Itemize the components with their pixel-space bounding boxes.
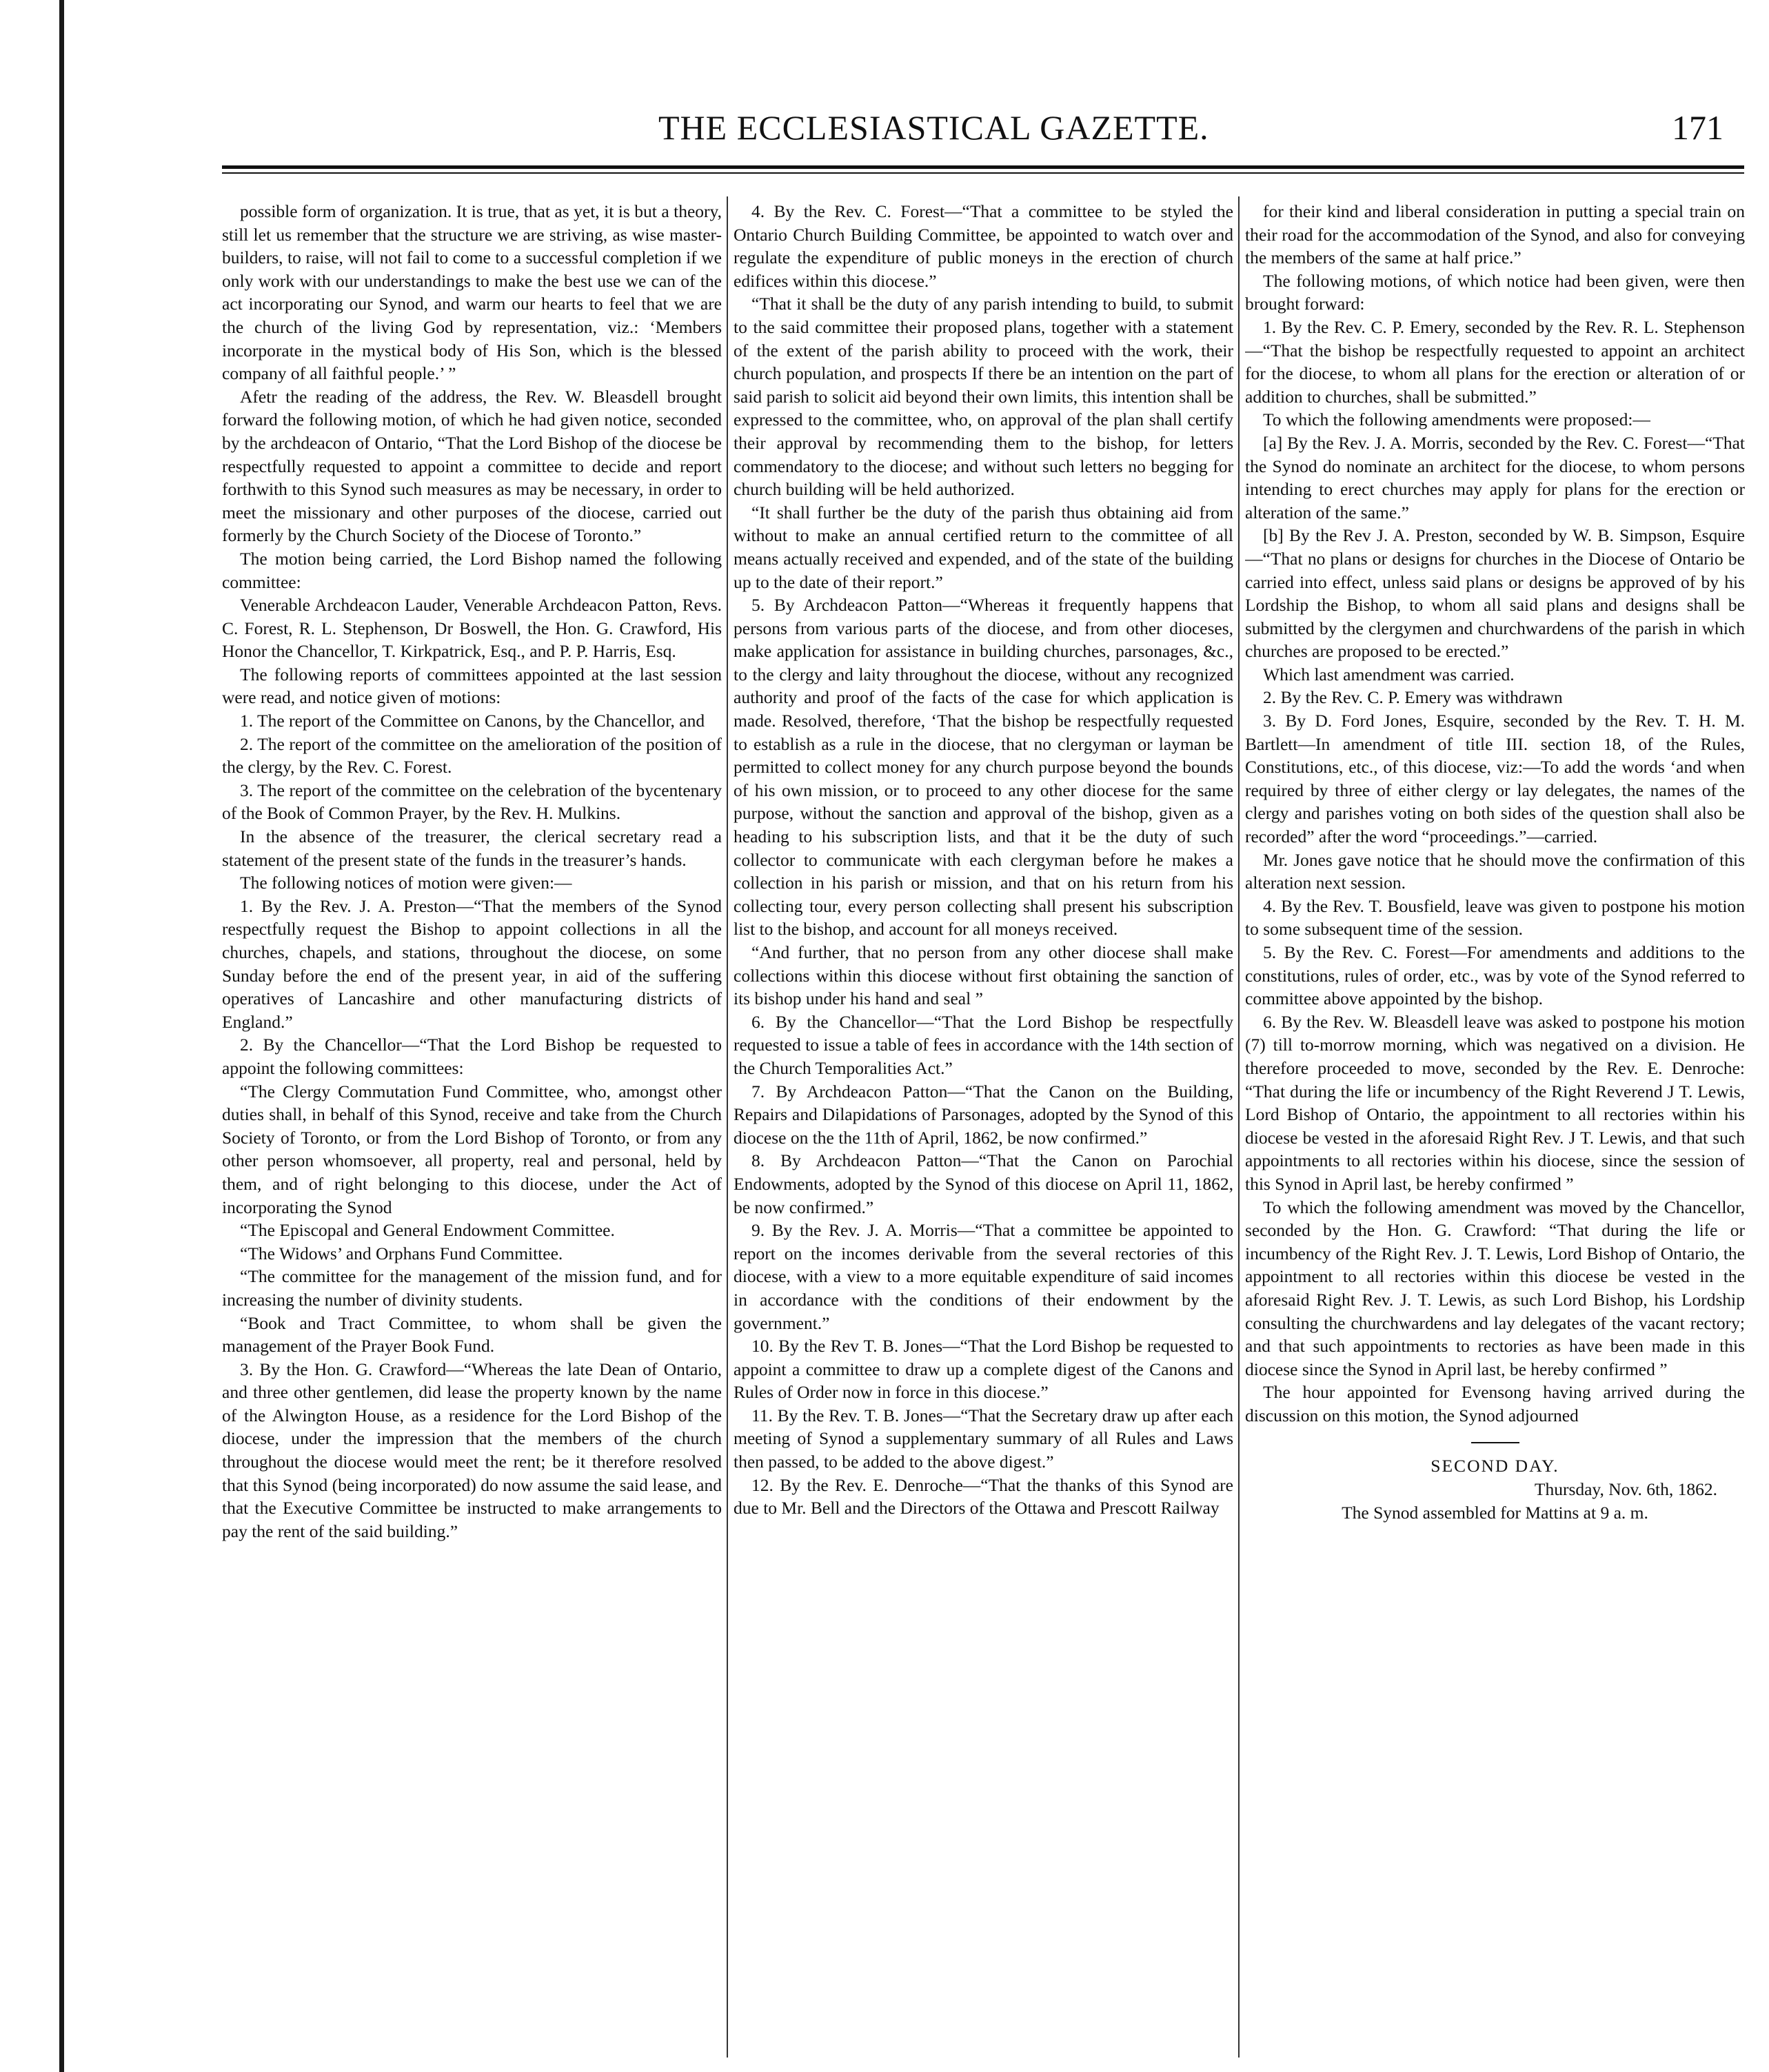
paragraph: 2. By the Chancellor—“That the Lord Bishop be requested to appoint the following committees:	[222, 1035, 722, 1078]
paragraph: 1. By the Rev. J. A. Preston—“That the members of the Synod respectfully request the Bishop to appoint collections in all the churches, chapels, and stations, throughout the diocese, on some Sunday before the end of the present year, in aid of the suffering operatives of Lancashire and other manufacturing districts of England.”	[222, 895, 722, 1032]
paragraph: 6. By the Rev. W. Bleasdell leave was asked to postpone his motion (7) till to-morrow morning, which was negatived on a division. He therefore proceeded to move, seconded by the Rev. E. Denroche: “That during the life or incumbency of the Right Reverend J T. Lewis, Lord Bishop of Ontario, the appointment to all rectories within his diocese be vested in the aforesaid Right Rev. J T. Lewis, and that such appointments to all rectories within his diocese, since the session of this Synod in April last, be hereby confirmed ”	[1245, 1011, 1745, 1194]
paragraph: 2. The report of the committee on the amelioration of the position of the clergy, by the Rev. C. Forest.	[222, 733, 722, 778]
paragraph: To which the following amendments were proposed:—	[1263, 409, 1650, 430]
column-3	[1245, 200, 1745, 2054]
section-separator	[1471, 1442, 1519, 1443]
paragraph: 9. By the Rev. J. A. Morris—“That a committee be appointed to report on the incomes derivable from the several rectories of this diocese, with a view to a more equitable expenditure of said incomes in accordance with the conditions of their endowment by the government.”	[734, 1220, 1233, 1333]
column-divider-1	[727, 196, 728, 2058]
paragraph: “That it shall be the duty of any parish intending to build, to submit to the said committee their proposed plans, together with a statement of the extent of the parish ability to proceed with the work, their church population, and prospects If there be an intention on the part of said parish to solicit aid beyond their own limits, this intention shall be expressed to the committee, who, on approval of the plan shall certify their approval by recommending them to the bishop, for letters commendatory to the diocese; and without such letters no begging for church building will be held authorized.	[734, 294, 1233, 500]
paragraph: The hour appointed for Evensong having arrived during the discussion on this motion, the Synod adjourned	[1245, 1382, 1745, 1425]
closing-line: The Synod assembled for Mattins at 9 a. m.	[1342, 1502, 1648, 1523]
paragraph: Which last amendment was carried.	[1263, 664, 1515, 684]
paragraph: 5. By Archdeacon Patton—“Whereas it frequently happens that persons from various parts of the diocese, and from other dioceses, make application for assistance in building churches, parsonages, &c., to the clergy and laity throughout the diocese, without any recognized authority and proof of the facts of the case for which application is made. Resolved, therefore, ‘That the bishop be respectfully requested to establish as a rule in the diocese, that no clergyman or layman be permitted to collect money for any church purpose beyond the bounds of his own mission, or to proceed to any other diocese for the same purpose, without the sanction and approval of the bishop, given as a heading to his subscription lists, and that it be the duty of such collector to communicate with each clergyman before he makes a collection in his parish or mission, and that on his return from his collecting tour, every person collecting shall present his subscription list to the bishop, and account for all moneys received.	[734, 595, 1233, 939]
paragraph: 3. By D. Ford Jones, Esquire, seconded by the Rev. T. H. M. Bartlett—In amendment of title III. section 18, of the Rules, Constitutions, etc., of this diocese, viz:—To add the words ‘and when required by three of either clergy or lay delegates, the names of the clergy and parishes voting on both sides of the question shall also be recorded” after the word “proceedings.”—carried.	[1245, 711, 1745, 847]
page-number: 171	[1672, 108, 1723, 147]
paragraph: 1. The report of the Committee on Canons, by the Chancellor, and	[240, 711, 705, 731]
paragraph: The following motions, of which notice had been given, were then brought forward:	[1245, 270, 1745, 314]
paragraph: 3. By the Hon. G. Crawford—“Whereas the late Dean of Ontario, and three other gentlemen, did lease the property known by the name of the Alwington House, as a residence for the Lord Bishop of the diocese, under the impression that the members of the church throughout the diocese would meet the rent; be it therefore resolved that this Synod (being incorporated) do now assume the said lease, and that the Executive Committee be instructed to make arrangements to pay the rent of the said building.”	[222, 1359, 722, 1541]
column-2	[734, 200, 1233, 2054]
paragraph: [a] By the Rev. J. A. Morris, seconded by the Rev. C. Forest—“That the Synod do nominate an architect for the diocese, to whom persons intending to erect churches may apply for plans for the erection or alteration of the same.”	[1245, 432, 1745, 522]
binding-edge	[59, 0, 64, 2072]
paragraph: 2. By the Rev. C. P. Emery was withdrawn	[1263, 687, 1563, 708]
paragraph: 8. By Archdeacon Patton—“That the Canon on Parochial Endowments, adopted by the Synod of this diocese on April 11, 1862, be now confirmed.”	[734, 1150, 1233, 1217]
section-heading: SECOND DAY.	[1431, 1456, 1559, 1476]
paragraph: 1. By the Rev. C. P. Emery, seconded by the Rev. R. L. Stephenson—“That the bishop be respectfully requested to appoint an architect for the diocese, to whom all plans for the erection or alteration of or addition to churches, shall be submitted.”	[1245, 316, 1745, 407]
paragraph: Mr. Jones gave notice that he should move the confirmation of this alteration next session.	[1245, 849, 1745, 893]
paragraph: 6. By the Chancellor—“That the Lord Bishop be respectfully requested to issue a table of fees in accordance with the 14th section of the Church Temporalities Act.”	[734, 1011, 1233, 1078]
paragraph: 12. By the Rev. E. Denroche—“That the thanks of this Synod are due to Mr. Bell and the Directors of the Ottawa and Prescott Railway	[734, 1474, 1233, 1519]
paragraph: 10. By the Rev T. B. Jones—“That the Lord Bishop be requested to appoint a committee to draw up a complete digest of the Canons and Rules of Order now in force in this diocese.”	[734, 1336, 1233, 1403]
paragraph: 3. The report of the committee on the celebration of the bycentenary of the Book of Common Prayer, by the Rev. H. Mulkins.	[222, 780, 722, 824]
paragraph: “The Widows’ and Orphans Fund Committee.	[240, 1243, 563, 1263]
paragraph: Venerable Archdeacon Lauder, Venerable Archdeacon Patton, Revs. C. Forest, R. L. Stephenson, Dr Boswell, the Hon. G. Crawford, His Honor the Chancellor, T. Kirkpatrick, Esq., and P. P. Harris, Esq.	[222, 595, 722, 662]
paragraph: “The committee for the management of the mission fund, and for increasing the number of divinity students.	[222, 1266, 722, 1310]
paragraph: possible form of organization. It is true, that as yet, it is but a theory, still let us remember that the structure we are striving, as wise master-builders, to raise, will not fail to come to a successful completion if we only work with our understandings to make the best use we can of the act incorporating our Synod, and warm our hearts to feel that we are the church of the living God by representation, viz.: ‘Members incorporate in the mystical body of His Son, which is the blessed company of all faithful people.’ ”	[222, 201, 722, 384]
paragraph: 11. By the Rev. T. B. Jones—“That the Secretary draw up after each meeting of Synod a supplementary summary of all Rules and Laws then passed, to be added to the above digest.”	[734, 1405, 1233, 1472]
paragraph: “The Clergy Commutation Fund Committee, who, amongst other duties shall, in behalf of this Synod, receive and take from the Church Society of Toronto, or from the Lord Bishop of Toronto, or from any other person whomsoever, all property, real and personal, held by them, and of right belonging to this diocese, under the Act of incorporating the Synod	[222, 1081, 722, 1217]
paragraph: The motion being carried, the Lord Bishop named the following committee:	[222, 548, 722, 592]
paragraph: In the absence of the treasurer, the clerical secretary read a statement of the present state of the funds in the treasurer’s hands.	[222, 826, 722, 870]
paragraph: for their kind and liberal consideration in putting a special train on their road for the accommodation of the Synod, and also for conveying the members of the same at half price.”	[1245, 201, 1745, 268]
paragraph: Afetr the reading of the address, the Rev. W. Bleasdell brought forward the following motion, of which he had given notice, seconded by the archdeacon of Ontario, “That the Lord Bishop of the diocese be respectfully requested to appoint a committee to decide and report forthwith to this Synod such measures as may be necessary, in order to meet the missionary and other purposes of the diocese, carried out formerly by the Church Society of the Diocese of Toronto.”	[222, 386, 722, 546]
paragraph: 7. By Archdeacon Patton—“That the Canon on the Building, Repairs and Dilapidations of Parsonages, adopted by the Synod of this diocese on the the 11th of April, 1862, be now confirmed.”	[734, 1081, 1233, 1148]
paragraph: The following notices of motion were given:—	[240, 873, 572, 893]
column-1	[222, 200, 722, 2054]
paragraph: To which the following amendment was moved by the Chancellor, seconded by the Hon. G. Crawford: “That during the life or incumbency of the Right Rev. J. T. Lewis, Lord Bishop of Ontario, the appointment to all rectories within this diocese be vested in the aforesaid Right Rev. J. T. Lewis, as such Lord Bishop, his Lordship consulting the churchwardens and lay delegates of the vacant rectory; and that such appointments to rectories as have been made in this diocese since the Synod in April last, be hereby confirmed ”	[1245, 1197, 1745, 1379]
paragraph: 4. By the Rev. T. Bousfield, leave was given to postpone his motion to some subsequent time of the session.	[1245, 895, 1745, 939]
dateline: Thursday, Nov. 6th, 1862.	[1534, 1479, 1717, 1500]
paragraph: “The Episcopal and General Endowment Committee.	[240, 1220, 615, 1241]
paragraph: The following reports of committees appointed at the last session were read, and notice given of motions:	[222, 664, 722, 708]
paragraph: “And further, that no person from any other diocese shall make collections within this diocese without first obtaining the sanction of its bishop under his hand and seal ”	[734, 942, 1233, 1009]
paragraph: [b] By the Rev J. A. Preston, seconded by W. B. Simpson, Esquire—“That no plans or designs for churches in the Diocese of Ontario be carried into effect, unless said plans or designs be approved of by his Lordship the Bishop, to whom all said plans and designs shall be submitted by the clergymen and churchwardens of the parish in which churches are proposed to be erected.”	[1245, 525, 1745, 662]
column-divider-2	[1238, 196, 1240, 2058]
paragraph: 5. By the Rev. C. Forest—For amendments and additions to the constitutions, rules of order, etc., was by vote of the Synod referred to committee above appointed by the bishop.	[1245, 942, 1745, 1009]
page-header	[228, 103, 1751, 152]
paragraph: 4. By the Rev. C. Forest—“That a committee to be styled the Ontario Church Building Committee, be appointed to watch over and regulate the expenditure of public moneys in the erection of church edifices within this diocese.”	[734, 201, 1233, 291]
header-rule-thin	[222, 172, 1744, 174]
running-title: THE ECCLESIASTICAL GAZETTE.	[658, 108, 1209, 147]
header-rule-thick	[222, 165, 1744, 169]
paragraph: “Book and Tract Committee, to whom shall be given the management of the Prayer Book Fund.	[222, 1312, 722, 1357]
paragraph: “It shall further be the duty of the parish thus obtaining aid from without to make an annual certified return to the committee of all means actually received and expended, and of the state of the building up to the date of their report.”	[734, 502, 1233, 592]
